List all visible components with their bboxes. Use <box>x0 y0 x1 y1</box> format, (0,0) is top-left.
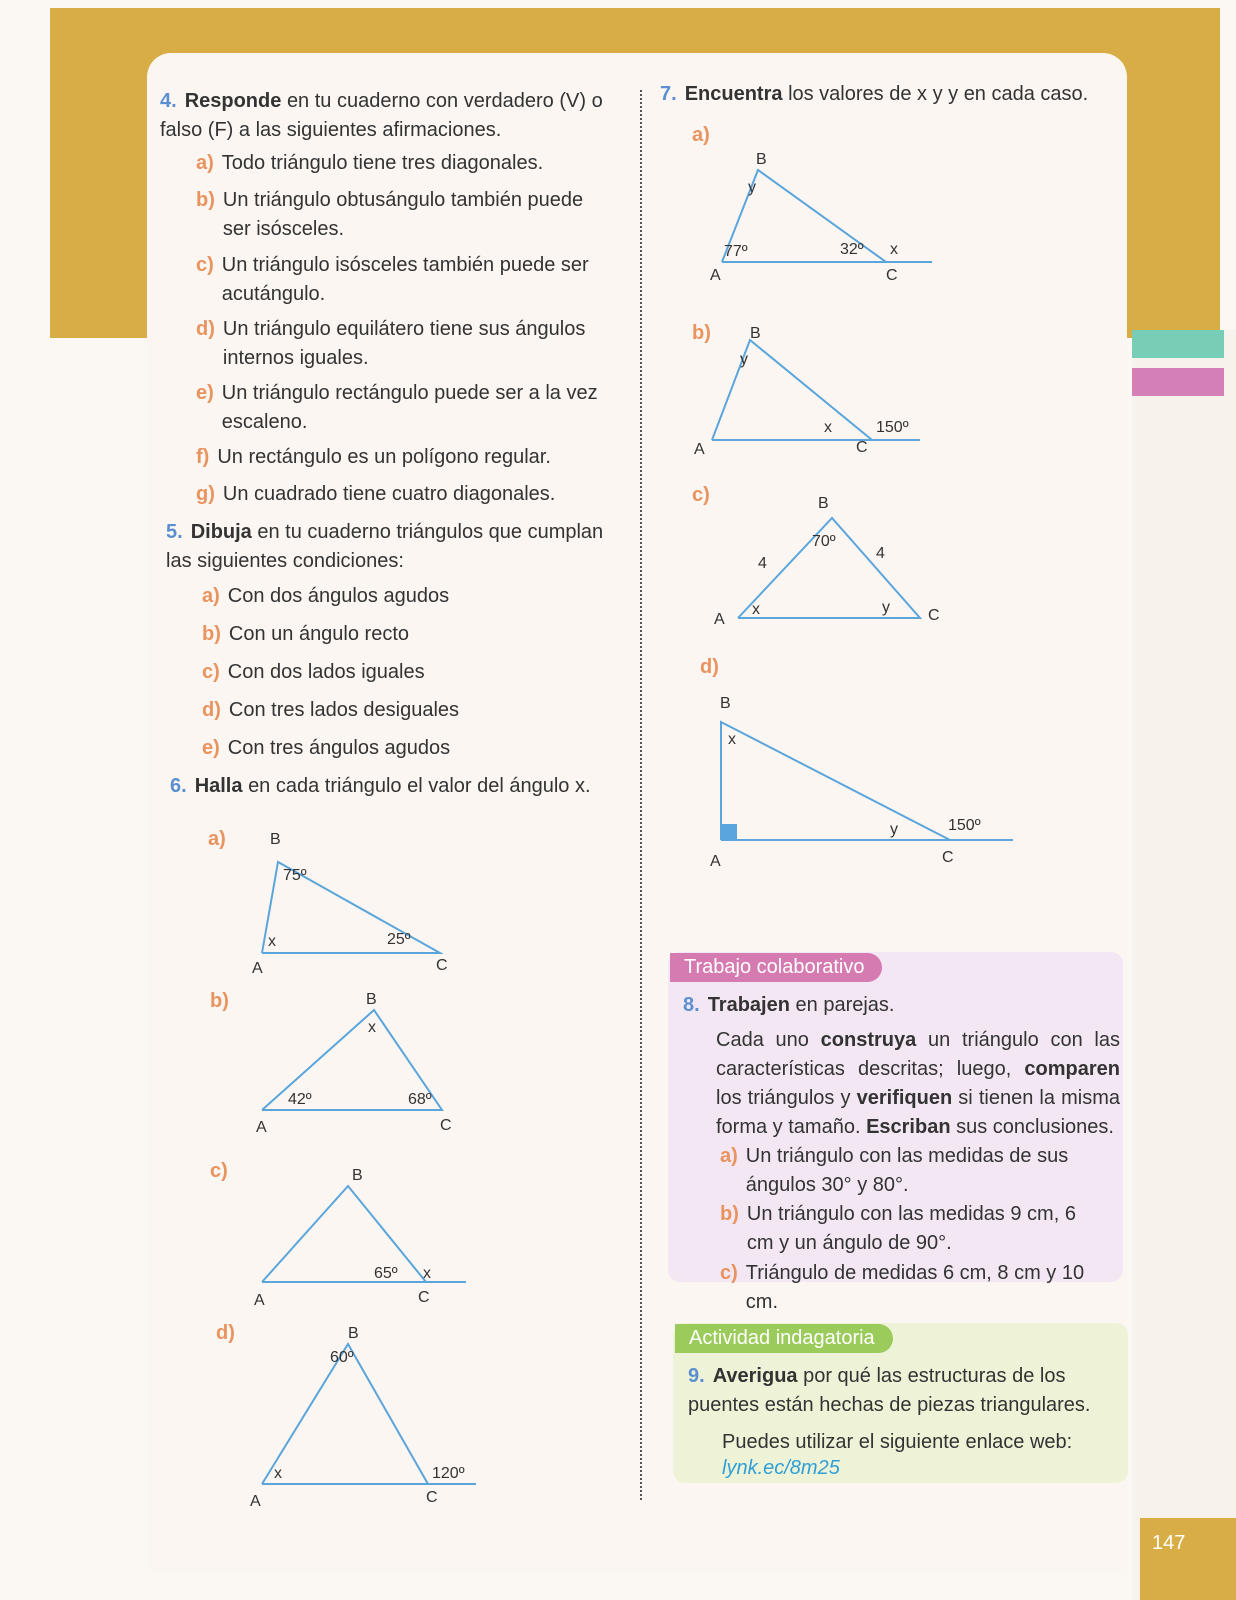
angle-label-b: x <box>368 1019 376 1036</box>
q6-fig-a-label: a) <box>208 828 226 850</box>
q6-number: 6. <box>170 775 187 797</box>
q6-triangle-c <box>250 1168 480 1318</box>
q9-prompt <box>688 1362 1118 1420</box>
q7-number: 7. <box>660 83 677 105</box>
instruction-text: un triángulo con las características descritas; luego, <box>716 1029 1120 1080</box>
q8-item-b <box>720 1200 1120 1258</box>
item-label: b) <box>196 189 215 211</box>
q6-fig-d-label: d) <box>216 1322 235 1344</box>
angle-label-c-interior: 65º <box>374 1265 398 1282</box>
angle-label-b: x <box>728 731 736 748</box>
research-activity-header: Actividad indagatoria <box>675 1324 893 1353</box>
item-text: Con un ángulo recto <box>228 623 410 645</box>
vertex-label-c: C <box>436 957 448 974</box>
q5-item-d <box>202 696 459 725</box>
vertex-label-c: C <box>418 1289 430 1306</box>
vertex-label-a: A <box>710 267 721 284</box>
item-text: Con dos ángulos agudos <box>227 585 450 607</box>
vertex-label-a: A <box>714 611 725 628</box>
angle-label-c-interior: y <box>890 821 898 838</box>
instruction-text: sus conclusiones. <box>950 1116 1114 1138</box>
q7-triangle-b <box>694 324 930 464</box>
instruction-text: si tienen la misma forma y tamaño. <box>716 1087 1120 1138</box>
q7-fig-a-label: a) <box>692 124 710 146</box>
q4-verb: Responde <box>184 90 282 112</box>
q5-item-a <box>202 582 449 611</box>
angle-label-a: 42º <box>288 1091 312 1108</box>
instruction-verb: comparen <box>1024 1058 1120 1080</box>
section-tab-green[interactable] <box>1132 330 1224 358</box>
angle-label-a: x <box>268 933 276 950</box>
vertex-label-c: C <box>886 267 898 284</box>
vertex-label-b: B <box>750 325 761 342</box>
item-label: a) <box>196 152 214 174</box>
angle-label-c: y <box>882 599 890 616</box>
q7-text: los valores de x y y en cada caso. <box>788 83 1089 105</box>
collaborative-work-header: Trabajo colaborativo <box>670 953 882 982</box>
angle-label-b: y <box>748 179 756 196</box>
item-label: c) <box>202 661 220 683</box>
q7-triangle-c <box>710 494 960 634</box>
q4-item-f <box>196 443 616 472</box>
angle-label-c-interior: 32º <box>840 241 864 258</box>
item-label: f) <box>196 446 210 468</box>
triangle-edges <box>721 722 950 840</box>
item-label: e) <box>196 382 214 404</box>
q9-text: por qué las estructuras de los puentes están hechas de piezas triangulares. <box>688 1365 1091 1416</box>
q8-text: en parejas. <box>795 994 895 1016</box>
q5-item-b <box>202 620 409 649</box>
q8-item-a <box>720 1142 1120 1200</box>
q7-prompt <box>660 80 1100 109</box>
item-text: Un rectángulo es un polígono regular. <box>217 446 551 468</box>
angle-label-c-exterior: 120º <box>432 1465 465 1482</box>
angle-label-c: 25º <box>387 931 411 948</box>
q8-instructions <box>716 1026 1120 1142</box>
angle-label-c-exterior: 150º <box>948 817 981 834</box>
angle-label-c-exterior: x <box>890 241 898 258</box>
q5-prompt <box>166 518 621 576</box>
vertex-label-a: A <box>252 960 263 977</box>
item-text: Un triángulo con las medidas de sus ángulos 30° y 80°. <box>745 1145 1069 1196</box>
q6-triangle-b <box>250 991 470 1148</box>
angle-label-a: x <box>274 1465 282 1482</box>
item-text: Un triángulo rectángulo puede ser a la vez escaleno. <box>221 382 598 433</box>
q5-item-e <box>202 734 450 763</box>
angle-label-b: 70º <box>812 533 836 550</box>
item-text: Un triángulo con las medidas 9 cm, 6 cm y un ángulo de 90°. <box>746 1203 1076 1254</box>
q7-fig-b-label: b) <box>692 322 711 344</box>
item-text: Un triángulo isósceles también puede ser acutángulo. <box>221 254 589 305</box>
q4-item-c <box>196 251 616 309</box>
q8-prompt <box>683 991 1113 1020</box>
q6-triangle-d <box>250 1325 490 1510</box>
item-text: Con dos lados iguales <box>227 661 425 683</box>
q9-verb: Averigua <box>712 1365 798 1387</box>
q7-fig-d-label: d) <box>700 656 719 678</box>
q6-text: en cada triángulo el valor del ángulo x. <box>248 775 591 797</box>
angle-label-c-interior: x <box>824 419 832 436</box>
q6-verb: Halla <box>194 775 243 797</box>
angle-label-b: 60º <box>330 1349 354 1366</box>
q4-prompt <box>160 87 615 145</box>
column-divider <box>640 90 642 1500</box>
angle-label-b: y <box>740 351 748 368</box>
q5-text: en tu cuaderno triángulos que cumplan las siguientes condiciones: <box>166 521 604 572</box>
vertex-label-a: A <box>250 1493 261 1510</box>
vertex-label-c: C <box>928 607 940 624</box>
item-label: c) <box>720 1262 738 1284</box>
item-text: Con tres ángulos agudos <box>227 737 451 759</box>
q4-item-b <box>196 186 616 244</box>
q7-triangle-d <box>700 690 1030 890</box>
vertex-label-a: A <box>710 853 721 870</box>
item-text: Triángulo de medidas 6 cm, 8 cm y 10 cm. <box>745 1262 1085 1313</box>
angle-label-b: 75º <box>283 867 307 884</box>
vertex-label-b: B <box>352 1167 363 1184</box>
item-label: b) <box>202 623 221 645</box>
q4-item-e <box>196 379 616 437</box>
item-text: Con tres lados desiguales <box>228 699 460 721</box>
vertex-label-c: C <box>942 849 954 866</box>
item-text: Todo triángulo tiene tres diagonales. <box>221 152 544 174</box>
page-number-box <box>1140 1518 1236 1600</box>
q4-text: en tu cuaderno con verdadero (V) o falso (F) a las siguientes afirmaciones. <box>160 90 603 141</box>
side-label-ab: 4 <box>758 555 767 572</box>
q4-item-a <box>196 149 616 178</box>
triangle-edges <box>712 340 872 440</box>
item-label: a) <box>202 585 220 607</box>
q5-number: 5. <box>166 521 183 543</box>
item-label: g) <box>196 483 215 505</box>
item-label: e) <box>202 737 220 759</box>
instruction-text: Cada uno <box>716 1029 821 1051</box>
q8-number: 8. <box>683 994 700 1016</box>
q5-item-c <box>202 658 425 687</box>
q7-fig-c-label: c) <box>692 484 710 506</box>
vertex-label-b: B <box>720 695 731 712</box>
right-margin-strip <box>1132 330 1236 1600</box>
instruction-verb: construya <box>820 1029 917 1051</box>
vertex-label-b: B <box>270 831 281 848</box>
right-color-band <box>1132 8 1220 328</box>
q6-fig-b-label: b) <box>210 990 229 1012</box>
page-number: 147 <box>1152 1532 1186 1554</box>
q7-verb: Encuentra <box>684 83 783 105</box>
vertex-label-b: B <box>366 991 377 1008</box>
q4-item-g <box>196 480 616 509</box>
side-label-bc: 4 <box>876 545 885 562</box>
q8-item-c <box>720 1259 1120 1317</box>
section-tab-pink[interactable] <box>1132 368 1224 396</box>
item-label: d) <box>196 318 215 340</box>
item-label: b) <box>720 1203 739 1225</box>
triangle-edges <box>262 1186 426 1282</box>
angle-label-c-exterior: x <box>423 1265 431 1282</box>
item-text: Un triángulo obtusángulo también puede ser isósceles. <box>222 189 584 240</box>
item-label: d) <box>202 699 221 721</box>
angle-label-c-exterior: 150º <box>876 419 909 436</box>
angle-label-a: x <box>752 601 760 618</box>
item-label: c) <box>196 254 214 276</box>
q9-number: 9. <box>688 1365 705 1387</box>
q9-link-intro: Puedes utilizar el siguiente enlace web: <box>722 1431 1073 1453</box>
q4-item-d <box>196 315 616 373</box>
q8-verb: Trabajen <box>707 994 790 1016</box>
vertex-label-a: A <box>694 441 705 458</box>
vertex-label-b: B <box>818 495 829 512</box>
instruction-verb: verifiquen <box>856 1087 953 1109</box>
vertex-label-a: A <box>254 1292 265 1309</box>
vertex-label-c: C <box>440 1117 452 1134</box>
vertex-label-a: A <box>256 1119 267 1136</box>
right-angle-marker <box>721 824 737 840</box>
q6-fig-c-label: c) <box>210 1160 228 1182</box>
vertex-label-b: B <box>756 151 767 168</box>
item-text: Un triángulo equilátero tiene sus ángulos internos iguales. <box>222 318 586 369</box>
q6-triangle-a <box>250 828 470 978</box>
instruction-text: los triángulos y <box>716 1087 857 1109</box>
q7-triangle-a <box>710 150 940 290</box>
q4-number: 4. <box>160 90 177 112</box>
vertex-label-b: B <box>348 1325 359 1342</box>
instruction-verb: Escriban <box>866 1116 951 1138</box>
vertex-label-c: C <box>856 439 868 456</box>
angle-label-a: 77º <box>724 243 748 260</box>
angle-label-c: 68º <box>408 1091 432 1108</box>
vertex-label-c: C <box>426 1489 438 1506</box>
q6-prompt <box>170 772 625 801</box>
web-link[interactable]: lynk.ec/8m25 <box>722 1457 840 1479</box>
item-text: Un cuadrado tiene cuatro diagonales. <box>222 483 556 505</box>
q5-verb: Dibuja <box>190 521 252 543</box>
item-label: a) <box>720 1145 738 1167</box>
